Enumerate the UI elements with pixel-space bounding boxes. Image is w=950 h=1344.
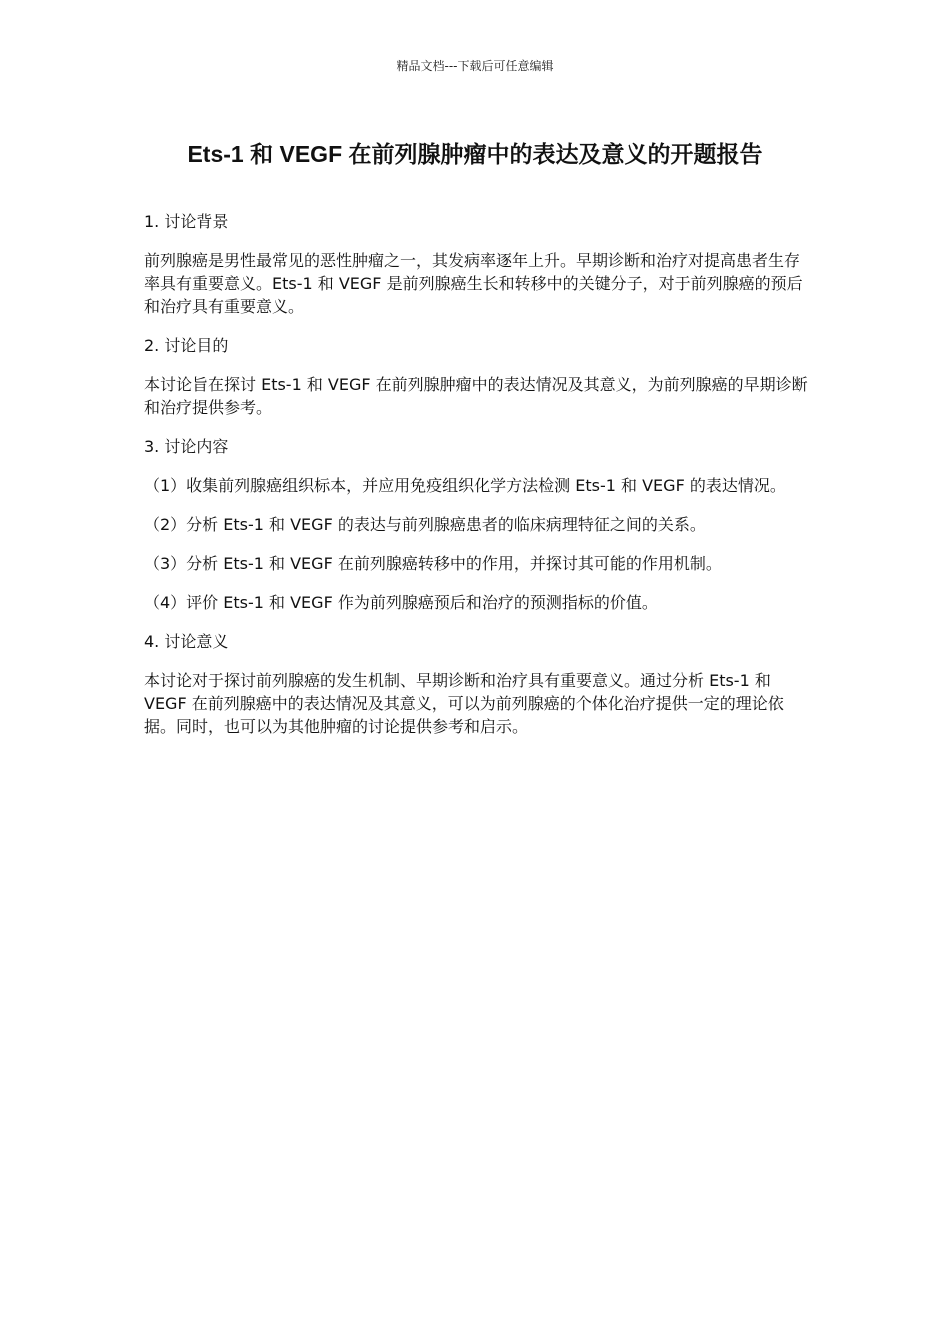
section-paragraph: 本讨论旨在探讨 Ets-1 和 VEGF 在前列腺肿瘤中的表达情况及其意义，为前列腺癌的早期诊断和治疗提供参考。 <box>144 375 808 417</box>
section-heading-purpose: 2. 讨论目的 <box>144 336 229 355</box>
section-paragraph: 前列腺癌是男性最常见的恶性肿瘤之一，其发病率逐年上升。早期诊断和治疗对提高患者生存率具有重要意义。Ets-1 和 VEGF 是前列腺癌生长和转移中的关键分子，对于前列腺癌的预后和治疗具有重要意义。 <box>144 251 803 316</box>
document-body <box>144 210 808 754</box>
content-item-2: （2）分析 Ets-1 和 VEGF 的表达与前列腺癌患者的临床病理特征之间的关系。 <box>144 515 706 534</box>
section-paragraph: 本讨论对于探讨前列腺癌的发生机制、早期诊断和治疗具有重要意义。通过分析 Ets-1 和 VEGF 在前列腺癌中的表达情况及其意义，可以为前列腺癌的个体化治疗提供一定的理论依据。同时，也可以为其他肿瘤的讨论提供参考和启示。 <box>144 671 784 736</box>
section-heading-significance: 4. 讨论意义 <box>144 632 229 651</box>
content-item-3: （3）分析 Ets-1 和 VEGF 在前列腺癌转移中的作用，并探讨其可能的作用机制。 <box>144 554 722 573</box>
document-title: Ets-1 和 VEGF 在前列腺肿瘤中的表达及意义的开题报告 <box>187 141 763 167</box>
header-note: 精品文档---下载后可任意编辑 <box>396 59 554 73</box>
content-item-4: （4）评价 Ets-1 和 VEGF 作为前列腺癌预后和治疗的预测指标的价值。 <box>144 593 658 612</box>
content-item-1: （1）收集前列腺癌组织标本，并应用免疫组织化学方法检测 Ets-1 和 VEGF 的表达情况。 <box>144 476 786 495</box>
section-heading-content: 3. 讨论内容 <box>144 437 229 456</box>
section-heading-background: 1. 讨论背景 <box>144 212 229 231</box>
